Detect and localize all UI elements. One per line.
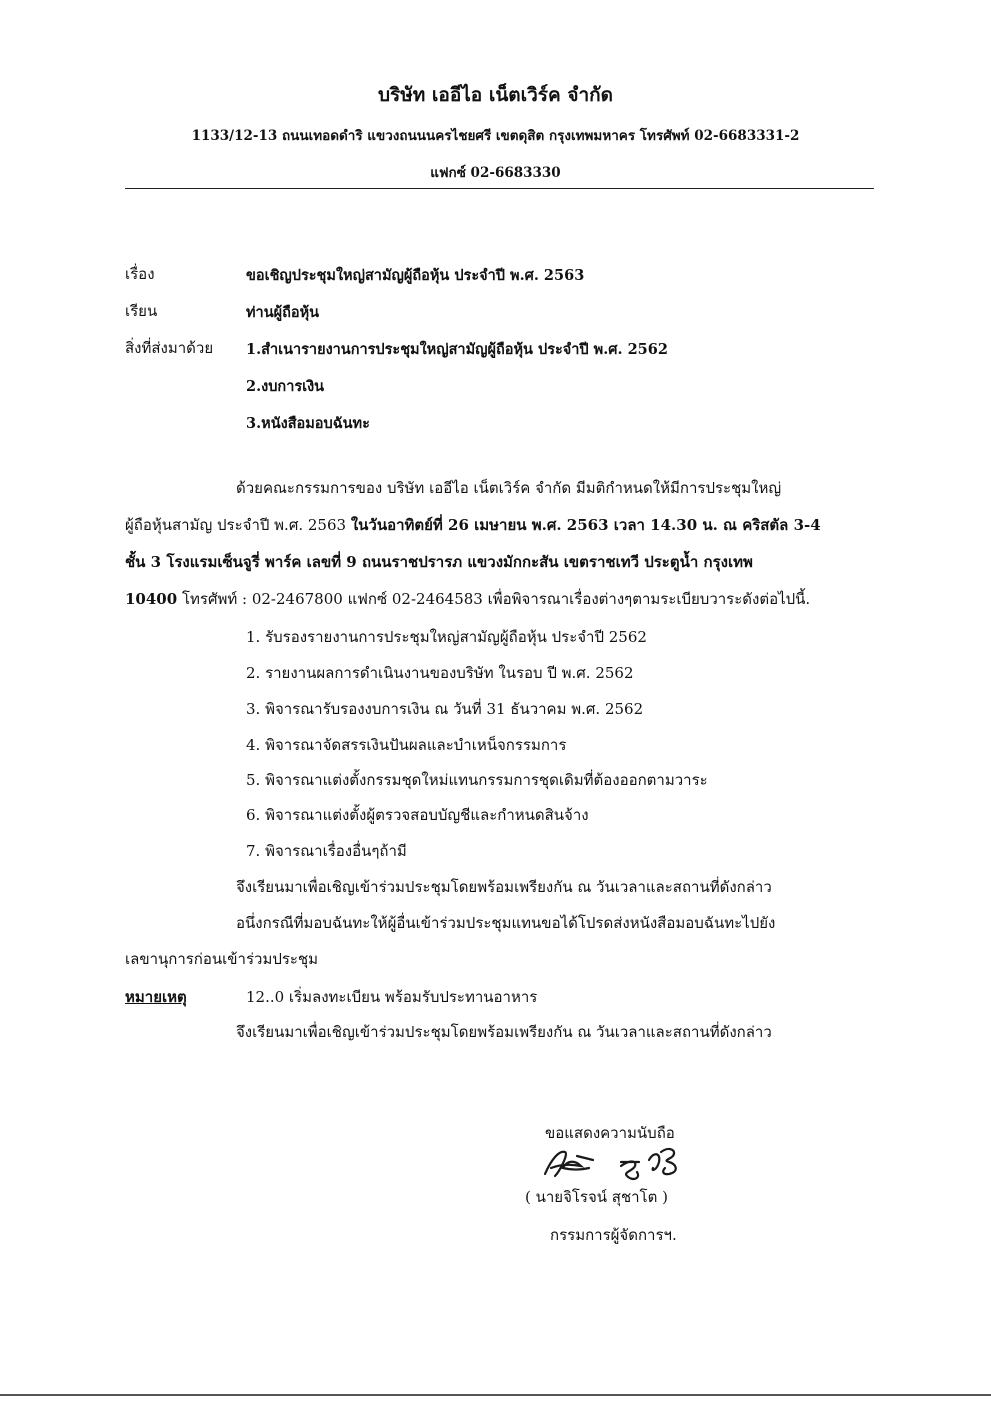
proxy-line-1: อนึ่งกรณีที่มอบฉันทะให้ผู้อื่นเข้าร่วมประชุมแทนขอได้โปรดส่งหนังสือมอบฉันทะไปยัง xyxy=(236,914,776,932)
to-value: ท่านผู้ถือหุ้น xyxy=(246,304,320,321)
closing-invite-repeat: จึงเรียนมาเพื่อเชิญเข้าร่วมประชุมโดยพร้อมเพรียงกัน ณ วันเวลาและสถานที่ดังกล่าว xyxy=(236,1023,772,1041)
subject-value: ขอเชิญประชุมใหญ่สามัญผู้ถือหุ้น ประจำปี พ.ศ. 2563 xyxy=(246,267,585,284)
signer-title: กรรมการผู้จัดการฯ. xyxy=(550,1226,677,1244)
enclosure-item-2: 2.งบการเงิน xyxy=(246,378,325,395)
body-line-1: ด้วยคณะกรรมการของ บริษัท เออีไอ เน็ตเวิร์ค จำกัด มีมติกำหนดให้มีการประชุมใหญ่ xyxy=(236,479,782,497)
company-fax: แฟกซ์ 02-6683330 xyxy=(430,165,561,181)
proxy-line-2: เลขานุการก่อนเข้าร่วมประชุม xyxy=(125,950,319,968)
agenda-item-5: 5. พิจารณาแต่งตั้งกรรมชุดใหม่แทนกรรมการชุดเดิมที่ต้องออกตามวาระ xyxy=(246,771,708,789)
enclosures-label: สิ่งที่ส่งมาด้วย xyxy=(125,339,214,357)
body-line-4 xyxy=(125,587,810,611)
postal-code: 10400 xyxy=(125,590,178,608)
page-bottom-edge xyxy=(0,1394,991,1396)
agenda-item-1: 1. รับรองรายงานการประชุมใหญ่สามัญผู้ถือหุ้น ประจำปี 2562 xyxy=(246,628,647,646)
closing-invite: จึงเรียนมาเพื่อเชิญเข้าร่วมประชุมโดยพร้อมเพรียงกัน ณ วันเวลาและสถานที่ดังกล่าว xyxy=(236,878,772,896)
signer-name: ( นายจิโรจน์ สุชาโต ) xyxy=(525,1188,668,1206)
body-line-2-text: ผู้ถือหุ้นสามัญ ประจำปี พ.ศ. 2563 xyxy=(125,516,351,534)
meeting-venue: ชั้น 3 โรงแรมเซ็นจูรี่ พาร์ค เลขที่ 9 ถนนราชปรารภ แขวงมักกะสัน เขตราชเทวี ประตูน้ำ กรุงเทพ xyxy=(125,553,753,571)
body-line-2 xyxy=(125,513,821,537)
company-address: 1133/12-13 ถนนเทอดดำริ แขวงถนนนครไชยศรี เขตดุสิต กรุงเทพมหาคร โทรศัพท์ 02-6683331-2 xyxy=(191,128,800,144)
body-line-4-text: โทรศัพท์ : 02-2467800 แฟกซ์ 02-2464583 เพื่อพิจารณาเรื่องต่างๆตามระเบียบวาระดังต่อไปนี้. xyxy=(177,590,811,608)
meeting-datetime: ในวันอาทิตย์ที่ 26 เมษายน พ.ศ. 2563 เวลา 14.30 น. ณ คริสตัล 3-4 xyxy=(350,516,821,534)
handwritten-signature xyxy=(537,1138,707,1188)
note-value: 12..0 เริ่มลงทะเบียน พร้อมรับประทานอาหาร xyxy=(246,988,538,1006)
header-divider xyxy=(125,188,874,189)
subject-label: เรื่อง xyxy=(125,265,155,283)
agenda-item-7: 7. พิจารณาเรื่องอื่นๆถ้ามี xyxy=(246,842,407,860)
agenda-item-3: 3. พิจารณารับรองงบการเงิน ณ วันที่ 31 ธันวาคม พ.ศ. 2562 xyxy=(246,700,644,718)
enclosure-item-3: 3.หนังสือมอบฉันทะ xyxy=(246,415,370,432)
company-name: บริษัท เออีไอ เน็ตเวิร์ค จำกัด xyxy=(378,84,613,106)
to-label: เรียน xyxy=(125,302,158,320)
regards-text: ขอแสดงความนับถือ xyxy=(545,1124,675,1142)
agenda-item-4: 4. พิจารณาจัดสรรเงินปันผลและบำเหน็จกรรมการ xyxy=(246,736,567,754)
note-label: หมายเหตุ xyxy=(125,988,187,1006)
enclosure-item-1: 1.สำเนารายงานการประชุมใหญ่สามัญผู้ถือหุ้น ประจำปี พ.ศ. 2562 xyxy=(246,341,668,358)
agenda-item-2: 2. รายงานผลการดำเนินงานของบริษัท ในรอบ ปี พ.ศ. 2562 xyxy=(246,664,634,682)
agenda-item-6: 6. พิจารณาแต่งตั้งผู้ตรวจสอบบัญชีและกำหนดสินจ้าง xyxy=(246,806,589,824)
